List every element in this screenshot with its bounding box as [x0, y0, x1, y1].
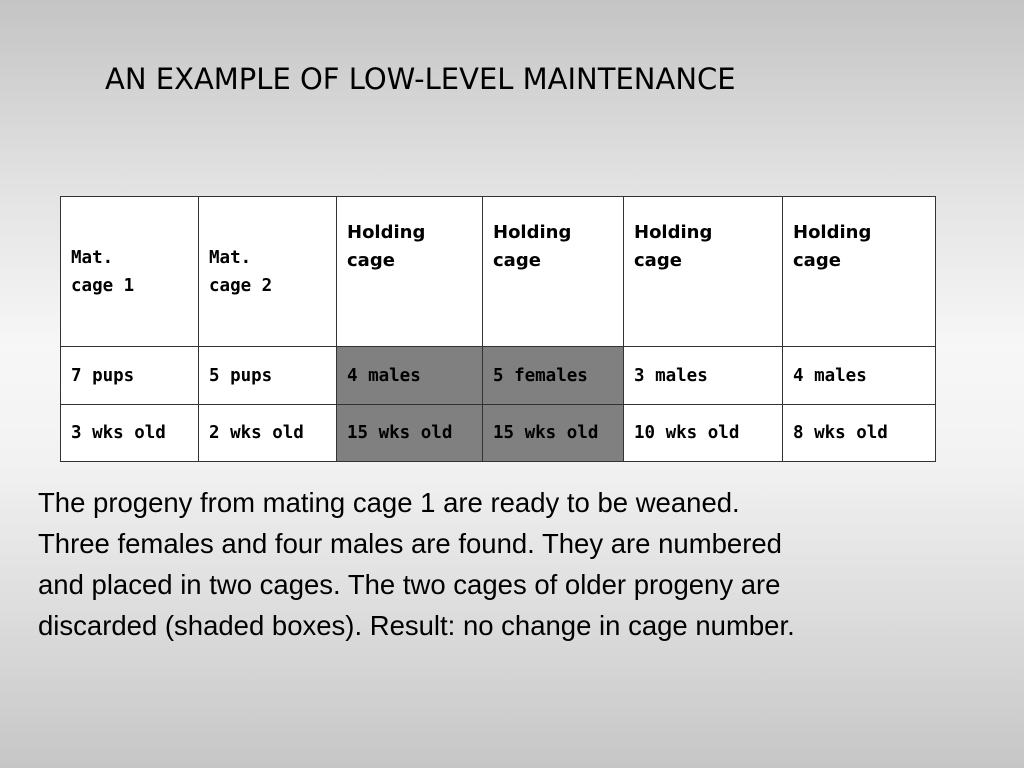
count-cell-4-shaded: 5 females — [483, 347, 624, 405]
description-line-1: The progeny from mating cage 1 are ready to be weaned. — [38, 487, 740, 518]
cage-table — [60, 196, 936, 462]
count-cell-5: 3 males — [624, 347, 783, 405]
header-cell-holding-cage-1: Holding cage — [337, 197, 483, 347]
table-row-counts — [61, 347, 936, 405]
header-cell-mat-cage-2: Mat. cage 2 — [199, 197, 337, 347]
age-cell-2: 2 wks old — [199, 405, 337, 462]
count-cell-3-shaded: 4 males — [337, 347, 483, 405]
age-cell-3-shaded: 15 wks old — [337, 405, 483, 462]
table-row-ages — [61, 405, 936, 462]
description-line-4: discarded (shaded boxes). Result: no change in cage number. — [38, 610, 795, 641]
header-cell-holding-cage-2: Holding cage — [483, 197, 624, 347]
description-line-3: and placed in two cages. The two cages of older progeny are — [38, 569, 781, 600]
header-cell-mat-cage-1: Mat. cage 1 — [61, 197, 199, 347]
description-text — [38, 482, 998, 646]
table-header-row — [61, 197, 936, 347]
count-cell-2: 5 pups — [199, 347, 337, 405]
age-cell-5: 10 wks old — [624, 405, 783, 462]
count-cell-6: 4 males — [783, 347, 936, 405]
header-cell-holding-cage-3: Holding cage — [624, 197, 783, 347]
header-cell-holding-cage-4: Holding cage — [783, 197, 936, 347]
slide-title: AN EXAMPLE OF LOW-LEVEL MAINTENANCE — [105, 62, 736, 96]
age-cell-4-shaded: 15 wks old — [483, 405, 624, 462]
count-cell-1: 7 pups — [61, 347, 199, 405]
description-line-2: Three females and four males are found. They are numbered — [38, 528, 782, 559]
age-cell-6: 8 wks old — [783, 405, 936, 462]
age-cell-1: 3 wks old — [61, 405, 199, 462]
